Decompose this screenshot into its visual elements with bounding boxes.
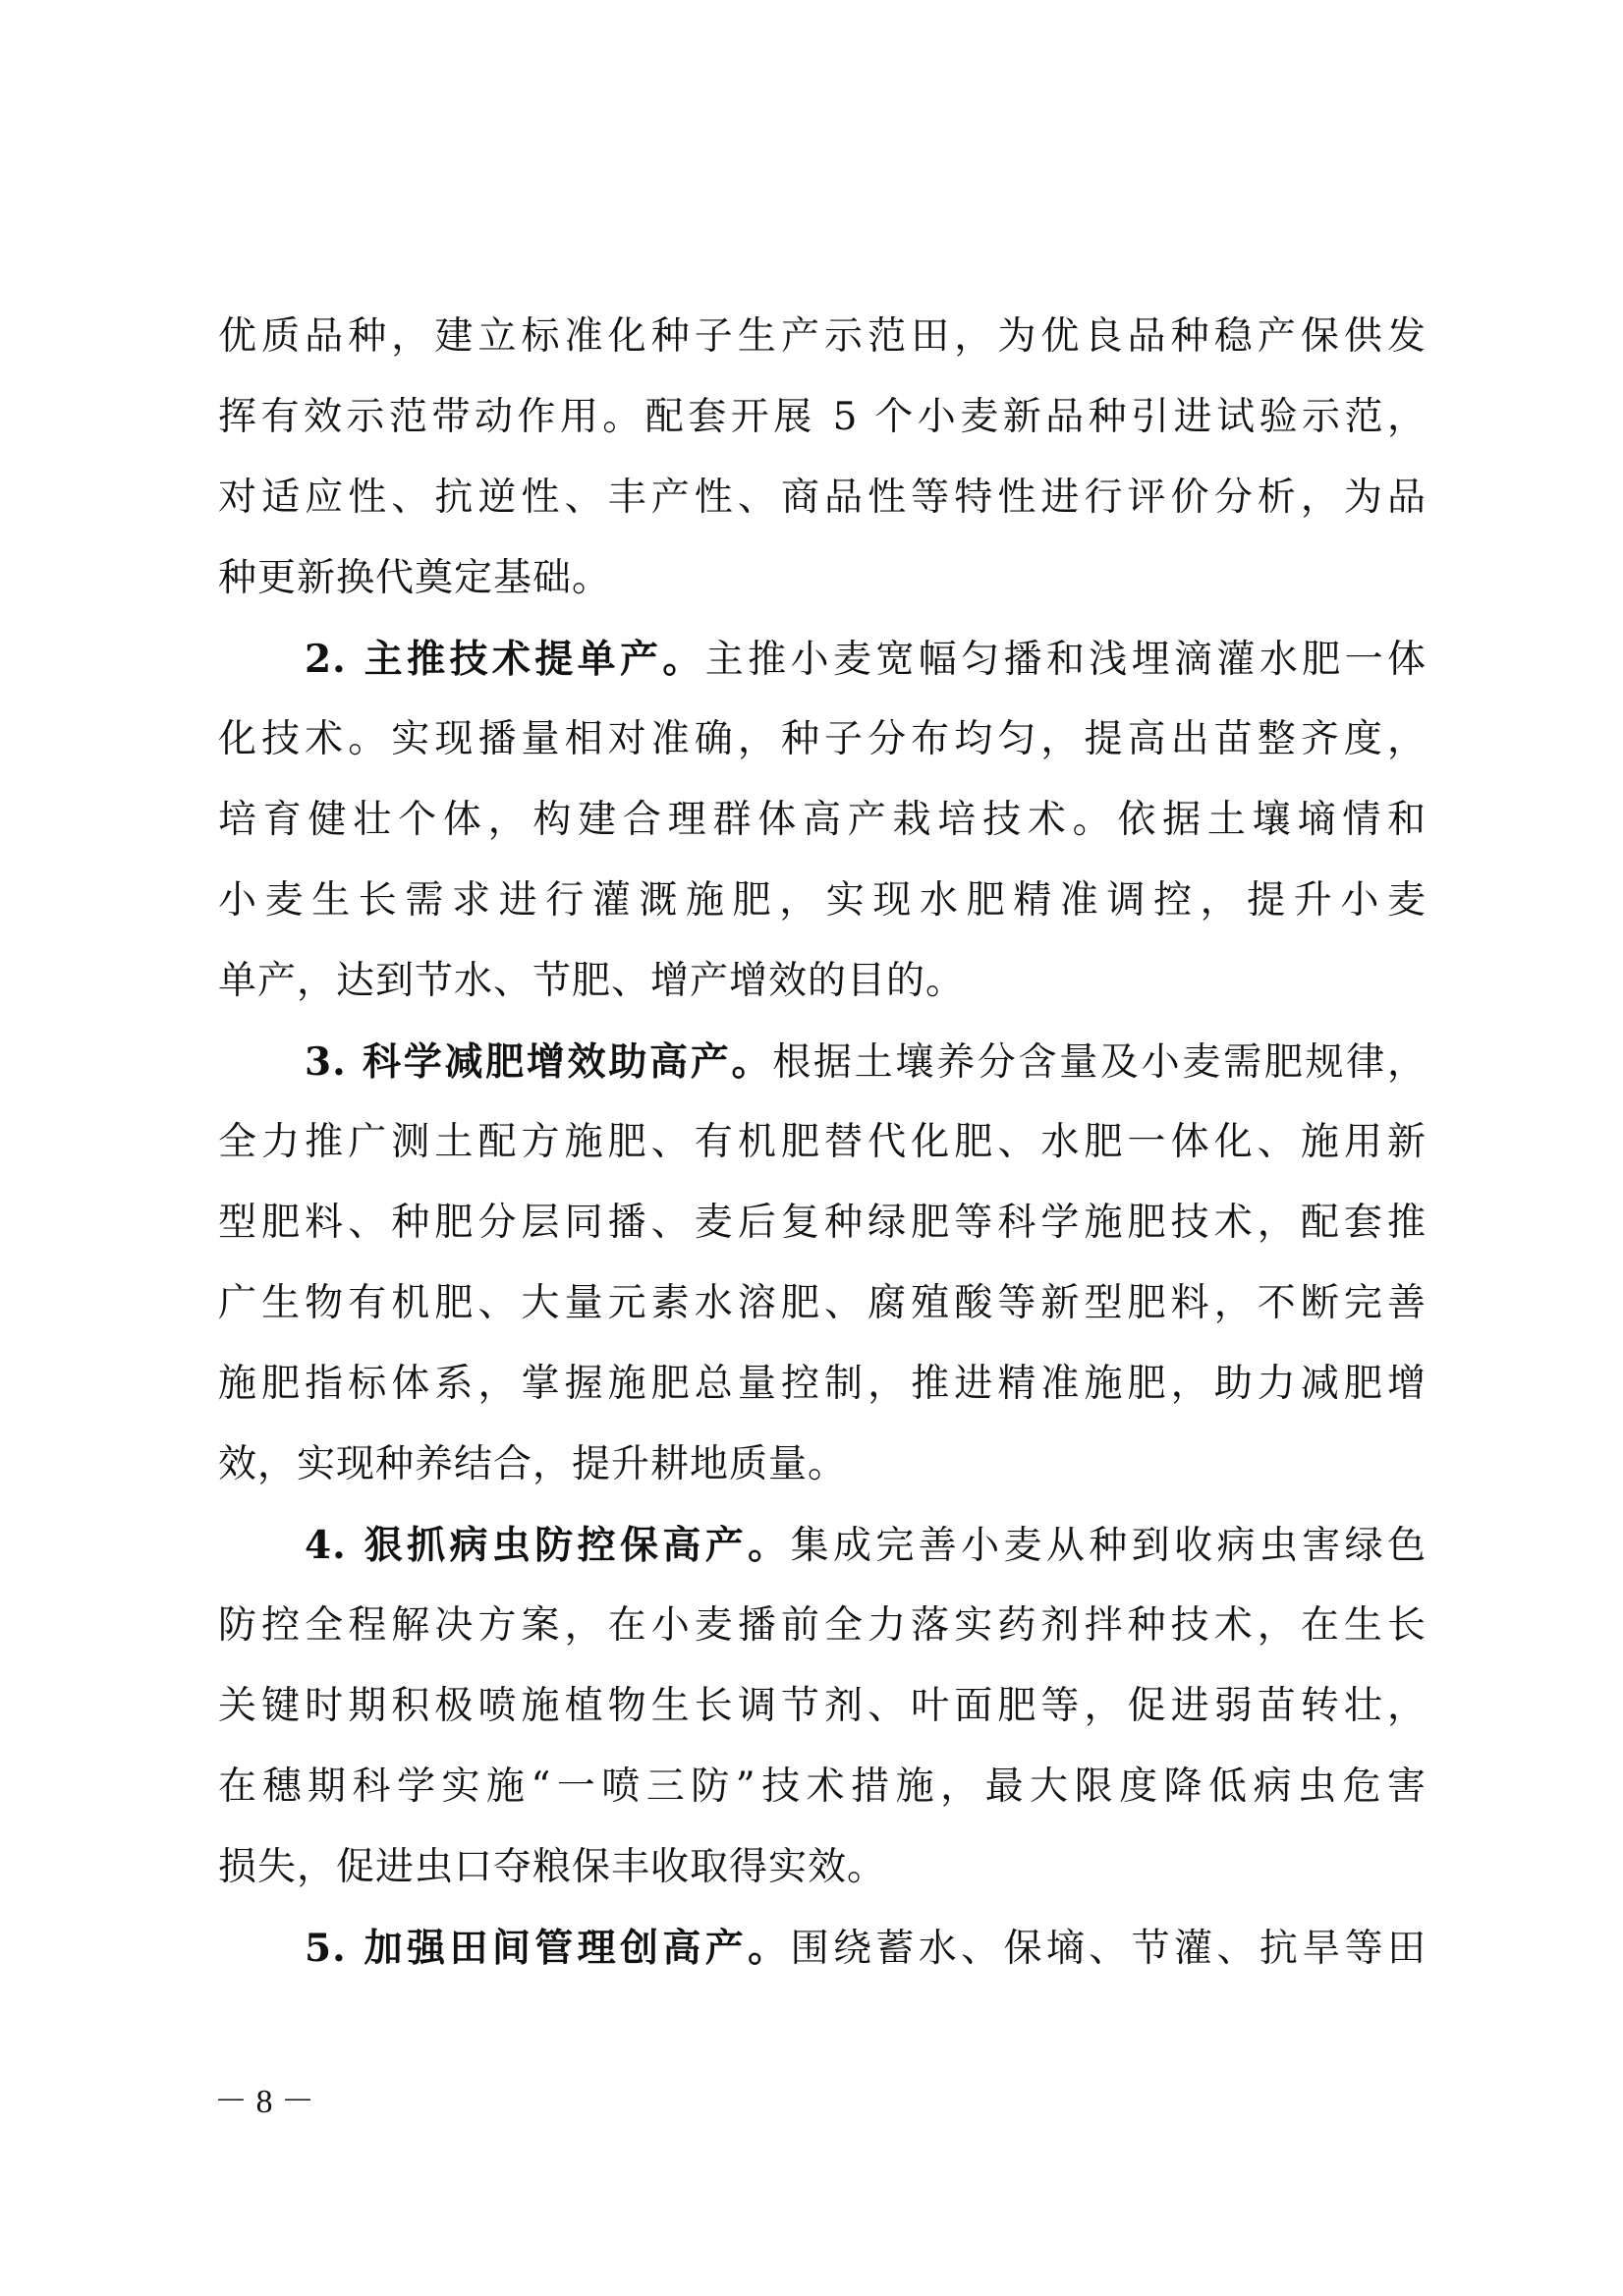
section-4-first-line bbox=[218, 1505, 1427, 1586]
paragraph-line: 效，实现种养结合，提升耕地质量。 bbox=[218, 1442, 848, 1486]
section-5-heading: 5. 加强田间管理创高产。 bbox=[305, 1926, 791, 1971]
section-2-first-line bbox=[218, 619, 1427, 700]
section-5-text: 围绕蓄水、保墒、节灌、抗旱等田 bbox=[790, 1927, 1427, 1971]
section-2-heading: 2. 主推技术提单产。 bbox=[305, 637, 705, 682]
paragraph-line: 小麦生长需求进行灌溉施肥，实现水肥精准调控，提升小麦 bbox=[218, 878, 1427, 923]
section-3-text: 根据土壤养分含量及小麦需肥规律， bbox=[772, 1040, 1427, 1085]
section-3-first-line bbox=[218, 1022, 1427, 1102]
paragraph-line: 挥有效示范带动作用。配套开展 5 个小麦新品种引进试验示范， bbox=[218, 395, 1427, 439]
paragraph-line: 施肥指标体系，掌握施肥总量控制，推进精准施肥，助力减肥增 bbox=[218, 1362, 1427, 1406]
paragraph-line: 关键时期积极喷施植物生长调节剂、叶面肥等，促进弱苗转壮， bbox=[218, 1684, 1427, 1728]
section-3-heading: 3. 科学减肥增效助高产。 bbox=[305, 1039, 773, 1085]
paragraph-line: 广生物有机肥、大量元素水溶肥、腐殖酸等新型肥料，不断完善 bbox=[218, 1281, 1427, 1325]
paragraph-line: 单产，达到节水、节肥、增产增效的目的。 bbox=[218, 959, 966, 1003]
paragraph-line: 全力推广测土配方施肥、有机肥替代化肥、水肥一体化、施用新 bbox=[218, 1120, 1427, 1164]
paragraph-line: 型肥料、种肥分层同播、麦后复种绿肥等科学施肥技术，配套推 bbox=[218, 1201, 1427, 1245]
section-4-text: 集成完善小麦从种到收病虫害绿色 bbox=[790, 1524, 1427, 1568]
paragraph-line: 在穗期科学实施“一喷三防”技术措施，最大限度降低病虫危害 bbox=[218, 1764, 1427, 1809]
section-2-text: 主推小麦宽幅匀播和浅埋滴灌水肥一体 bbox=[704, 638, 1427, 682]
paragraph-line: 优质品种，建立标准化种子生产示范田，为优良品种稳产保供发 bbox=[218, 314, 1427, 359]
paragraph-line: 损失，促进虫口夺粮保丰收取得实效。 bbox=[218, 1845, 887, 1889]
document-body bbox=[218, 297, 1427, 1988]
paragraph-line: 化技术。实现播量相对准确，种子分布均匀，提高出苗整齐度， bbox=[218, 717, 1427, 761]
paragraph-line: 对适应性、抗逆性、丰产性、商品性等特性进行评价分析，为品 bbox=[218, 476, 1427, 520]
section-5-first-line bbox=[218, 1908, 1427, 1988]
section-4-heading: 4. 狠抓病虫防控保高产。 bbox=[305, 1523, 791, 1568]
page-number: － 8 － bbox=[214, 2084, 314, 2120]
paragraph-line: 防控全程解决方案，在小麦播前全力落实药剂拌种技术，在生长 bbox=[218, 1603, 1427, 1648]
paragraph-line: 种更新换代奠定基础。 bbox=[218, 556, 612, 600]
paragraph-line: 培育健壮个体，构建合理群体高产栽培技术。依据土壤墒情和 bbox=[218, 798, 1427, 842]
